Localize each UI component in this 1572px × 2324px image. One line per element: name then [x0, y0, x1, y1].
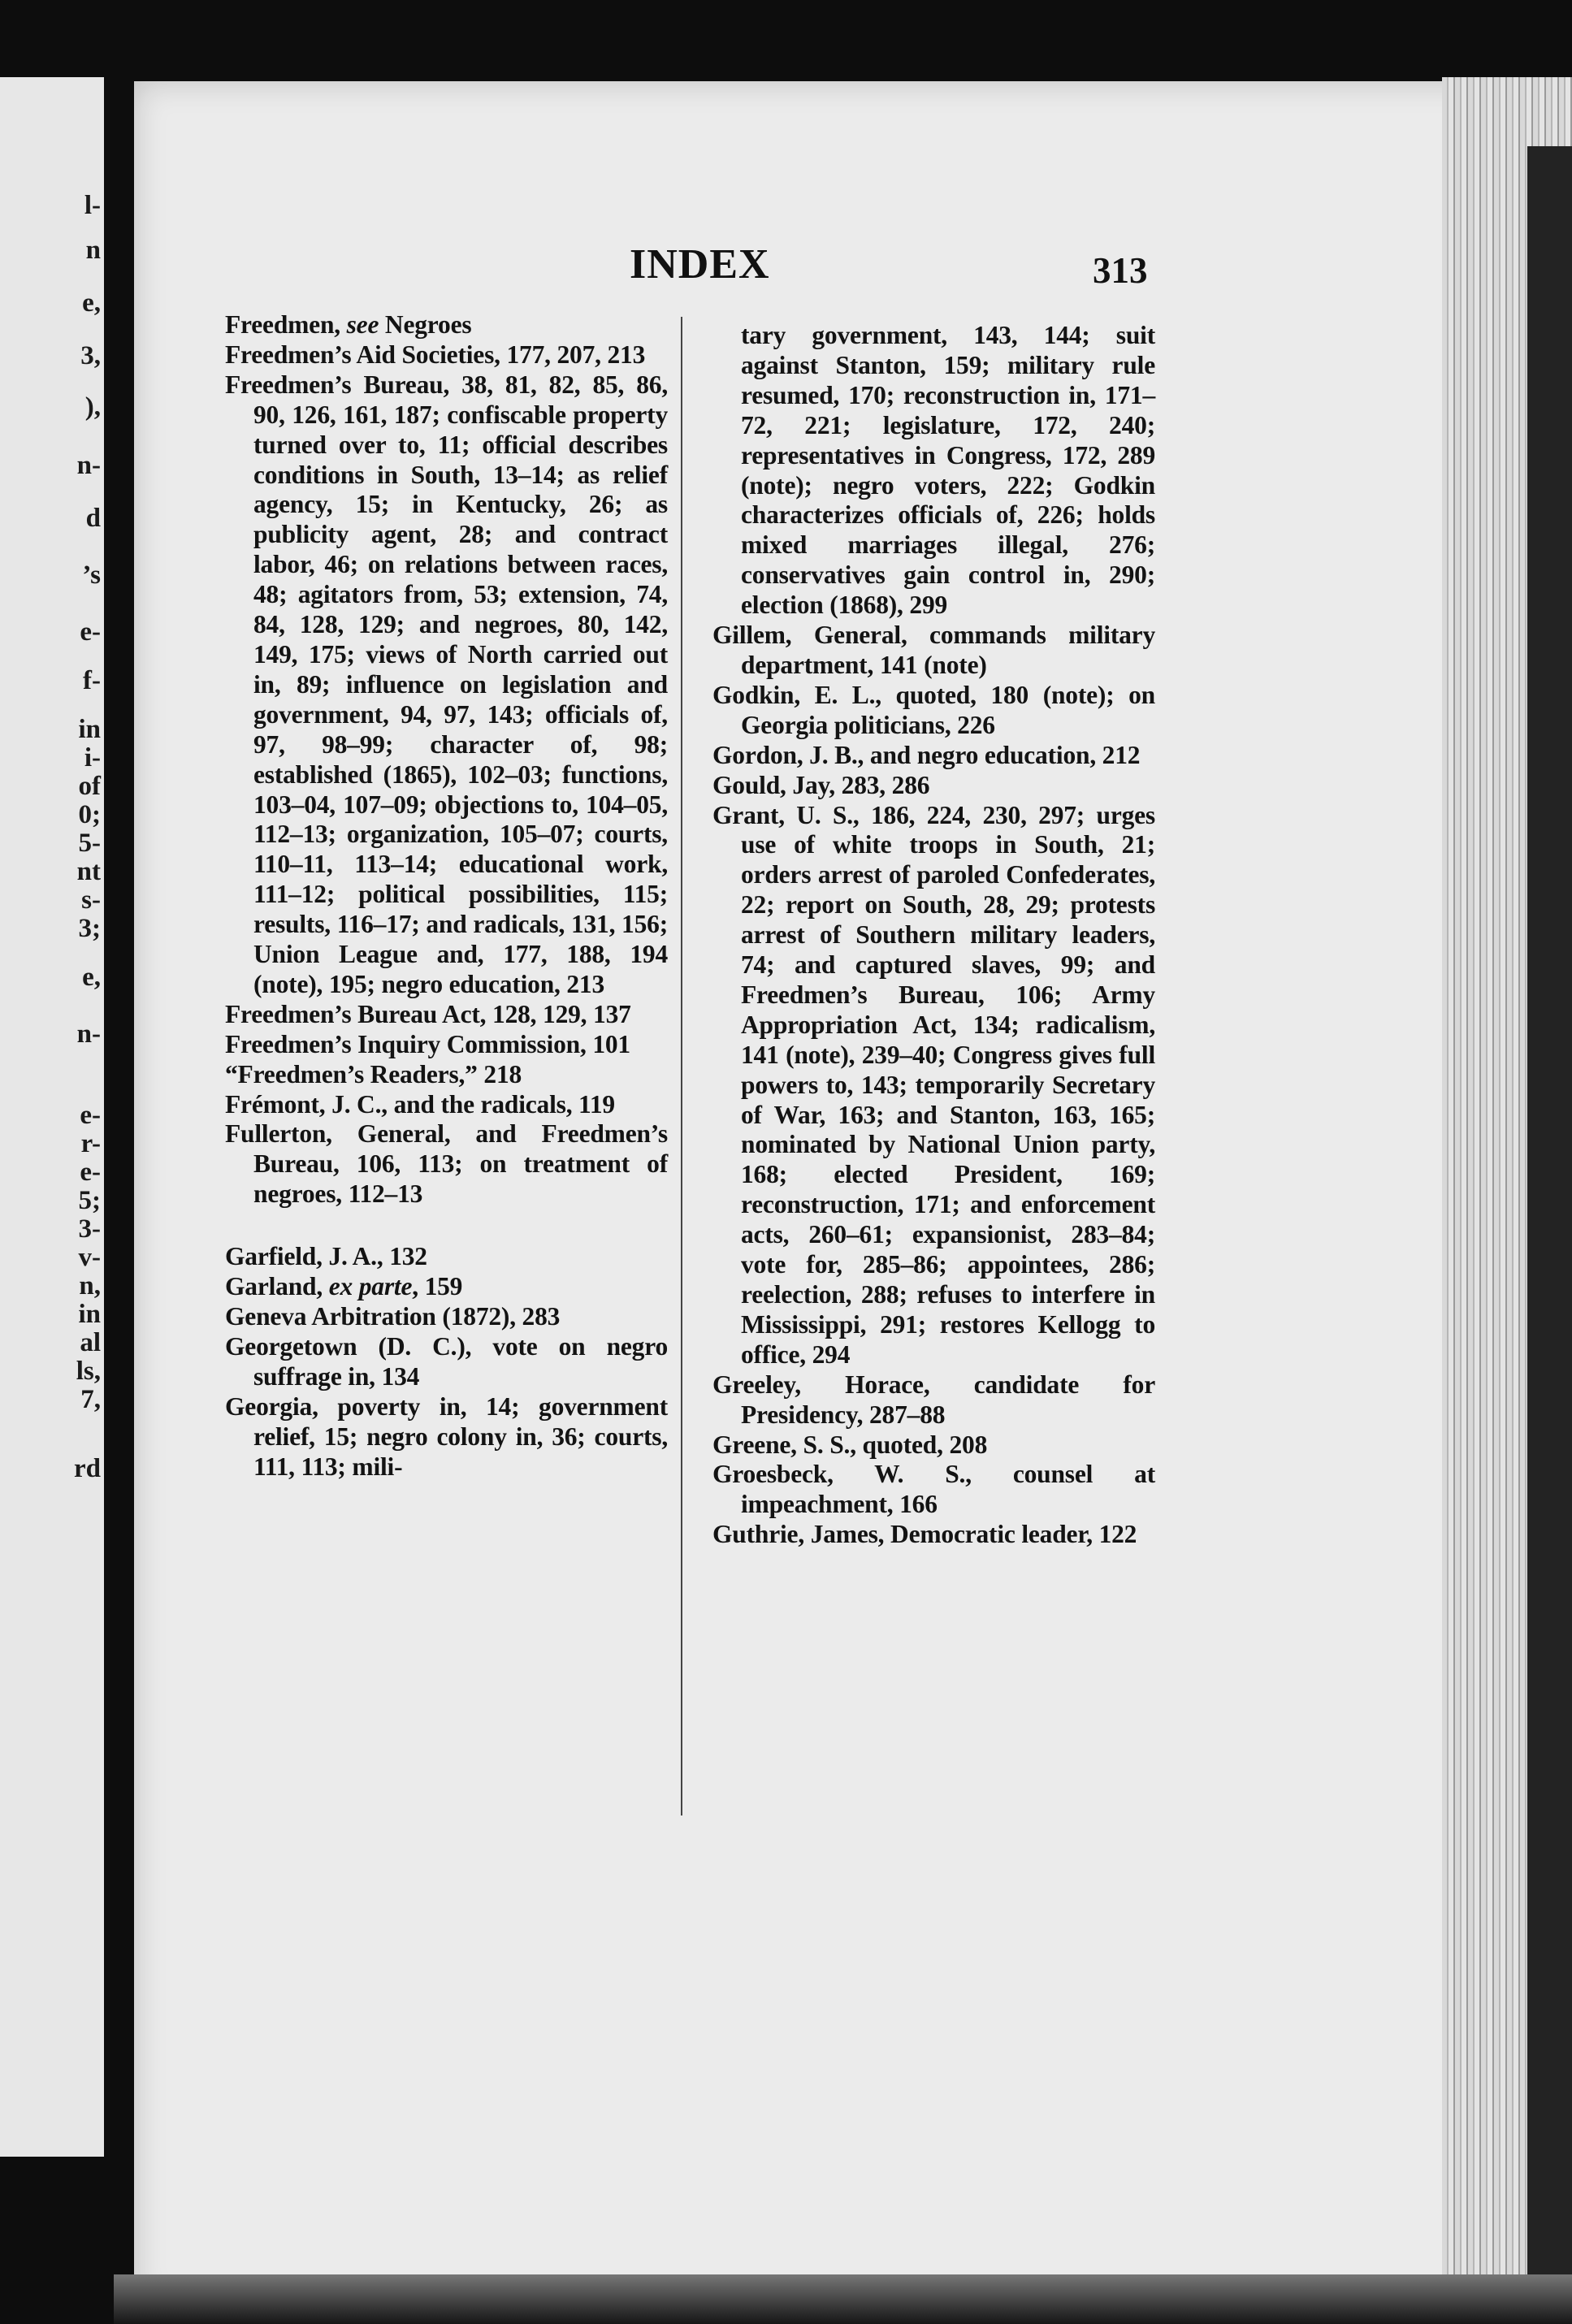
facing-page-text-fragment: rd: [74, 1454, 101, 1483]
facing-page-text-fragment: l-: [84, 191, 101, 220]
index-column-right: [712, 321, 1155, 1550]
index-entry: Frémont, J. C., and the radicals, 119: [225, 1089, 615, 1119]
facing-page-text-fragment: 3-: [78, 1214, 101, 1244]
index-entry: Freedmen’s Inquiry Commission, 101: [225, 1029, 630, 1058]
index-letter-gap: [225, 1210, 668, 1242]
index-entry: Freedmen’s Aid Societies, 177, 207, 213: [225, 340, 646, 369]
facing-page-text-fragment: v-: [78, 1243, 101, 1272]
facing-page-text-fragment: n-: [76, 451, 101, 480]
index-entry: Godkin, E. L., quoted, 180 (note); on Georgia politicians, 226: [712, 680, 1155, 739]
facing-page-text-fragment: n-: [76, 1019, 101, 1049]
index-entry: Groesbeck, W. S., counsel at impeachment, 166: [712, 1460, 1155, 1519]
index-entry: [225, 310, 668, 340]
index-entry: Freedmen’s Bureau, 38, 81, 82, 85, 86, 90, 126, 161, 187; confiscable property turned over to, 11; official describes conditions in South, 13–14; as relief agency, 15; in Kentucky, 26; as publicity agent, 28; and contract labor, 46; on relations between races, 48; agitators from, 53; extension, 74, 84, 128, 129; and negroes, 80, 142, 149, 175; views of North carried out in, 89; influence on legislation and government, 94, 97, 143; officials of, 97, 98–99; character of, 98; established (1865), 102–03; functions, 103–04, 107–09; objections to, 104–05, 112–13; organization, 105–07; courts, 110–11, 113–14; educational work, 111–12; political possibilities, 115; results, 116–17; and radicals, 131, 156; Union League and, 177, 188, 194 (note), 195; negro education, 213: [225, 370, 668, 998]
facing-page-edge: [0, 77, 104, 2157]
facing-page-text-fragment: i-: [84, 743, 101, 773]
index-entry: Gillem, General, commands military department, 141 (note): [712, 621, 1155, 679]
index-entry: Geneva Arbitration (1872), 283: [225, 1302, 561, 1331]
facing-page-text-fragment: e,: [82, 288, 101, 318]
facing-page-text-fragment: n,: [79, 1271, 101, 1300]
running-head-title: INDEX: [630, 241, 770, 288]
index-entry: Grant, U. S., 186, 224, 230, 297; urges use of white troops in South, 21; orders arrest of paroled Confederates, 22; report on South, 28, 29; protests arrest of Southern military leaders, 74; and captured slaves, 99; and Freedmen’s Bureau, 106; Army Appropriation Act, 134; radicalism, 141 (note), 239–40; Congress gives full powers to, 143; temporarily Secretary of War, 163; and Stanton, 163, 165; nominated by National Union party, 168; elected President, 169; reconstruction, 171; and enforcement acts, 260–61; expansionist, 283–84; vote for, 285–86; appointees, 286; reelection, 288; refuses to interfere in Mississippi, 291; restores Kellogg to office, 294: [712, 800, 1155, 1369]
facing-page-text-fragment: ls,: [76, 1357, 101, 1386]
facing-page-text-fragment: nt: [76, 857, 101, 886]
facing-page-text-fragment: ),: [84, 392, 101, 422]
index-entry: Guthrie, James, Democratic leader, 122: [712, 1520, 1137, 1549]
facing-page-text-fragment: r-: [80, 1129, 101, 1158]
facing-page-text-fragment: d: [85, 504, 101, 533]
facing-page-text-fragment: 5;: [78, 1186, 101, 1215]
facing-page-text-fragment: e-: [80, 1101, 101, 1130]
scanner-background-right: [1527, 146, 1572, 2324]
index-entry: Freedmen’s Bureau Act, 128, 129, 137: [225, 999, 631, 1028]
facing-page-text-fragment: s-: [81, 885, 101, 915]
index-entry: Georgia, poverty in, 14; government relief, 15; negro colony in, 36; courts, 111, 113; mili-: [225, 1391, 668, 1481]
index-entry: Garfield, J. A., 132: [225, 1242, 427, 1271]
scanner-background-bottom: [114, 2274, 1572, 2324]
index-entry: Gould, Jay, 283, 286: [712, 770, 930, 799]
index-entry: Georgetown (D. C.), vote on negro suffrage in, 134: [225, 1331, 668, 1391]
facing-page-text-fragment: al: [80, 1328, 101, 1357]
facing-page-text-fragment: n: [85, 236, 101, 265]
index-entry-head: Garland,: [225, 1272, 329, 1301]
index-entry: “Freedmen’s Readers,” 218: [225, 1059, 522, 1088]
index-entry-rest: , 159: [412, 1272, 463, 1301]
index-entry: [225, 1272, 668, 1302]
index-entry: Fullerton, General, and Freedmen’s Bureau, 106, 113; on treatment of negroes, 112–13: [225, 1119, 668, 1209]
index-entry: Greeley, Horace, candidate for Presidency, 287–88: [712, 1370, 1155, 1429]
index-entry-head: Freedmen,: [225, 310, 347, 339]
facing-page-text-fragment: in: [78, 1300, 101, 1329]
facing-page-text-fragment: 7,: [80, 1385, 101, 1414]
facing-page-text-fragment: e-: [80, 1158, 101, 1187]
facing-page-text-fragment: 3,: [80, 341, 101, 370]
facing-page-text-fragment: of: [78, 772, 101, 801]
facing-page-text-fragment: 3;: [78, 914, 101, 943]
page-number: 313: [1093, 250, 1148, 291]
index-entry: Gordon, J. B., and negro education, 212: [712, 740, 1141, 769]
index-entry-italic: see: [346, 310, 379, 339]
facing-page-text-fragment: 0;: [78, 800, 101, 829]
facing-page-text-fragment: f-: [83, 666, 101, 695]
facing-page-text-fragment: 5-: [78, 829, 101, 858]
facing-page-text-fragment: e-: [80, 617, 101, 647]
facing-page-text-fragment: ’s: [82, 560, 101, 590]
index-column-left: [225, 310, 668, 1482]
index-entry-italic: ex parte: [328, 1272, 413, 1301]
index-entry-rest: Negroes: [379, 310, 472, 339]
facing-page-text-fragment: e,: [82, 963, 101, 992]
index-entry: Greene, S. S., quoted, 208: [712, 1430, 988, 1459]
facing-page-text-fragment: in: [78, 715, 101, 744]
column-divider: [681, 317, 682, 1815]
index-entry: tary government, 143, 144; suit against Stanton, 159; military rule resumed, 170; reconstruction in, 171–72, 221; legislature, 172, 240; representatives in Congress, 172, 289 (note); negro voters, 222; Godkin characterizes officials of, 226; holds mixed marriages illegal, 276; conservatives gain control in, 290; election (1868), 299: [741, 321, 1155, 620]
